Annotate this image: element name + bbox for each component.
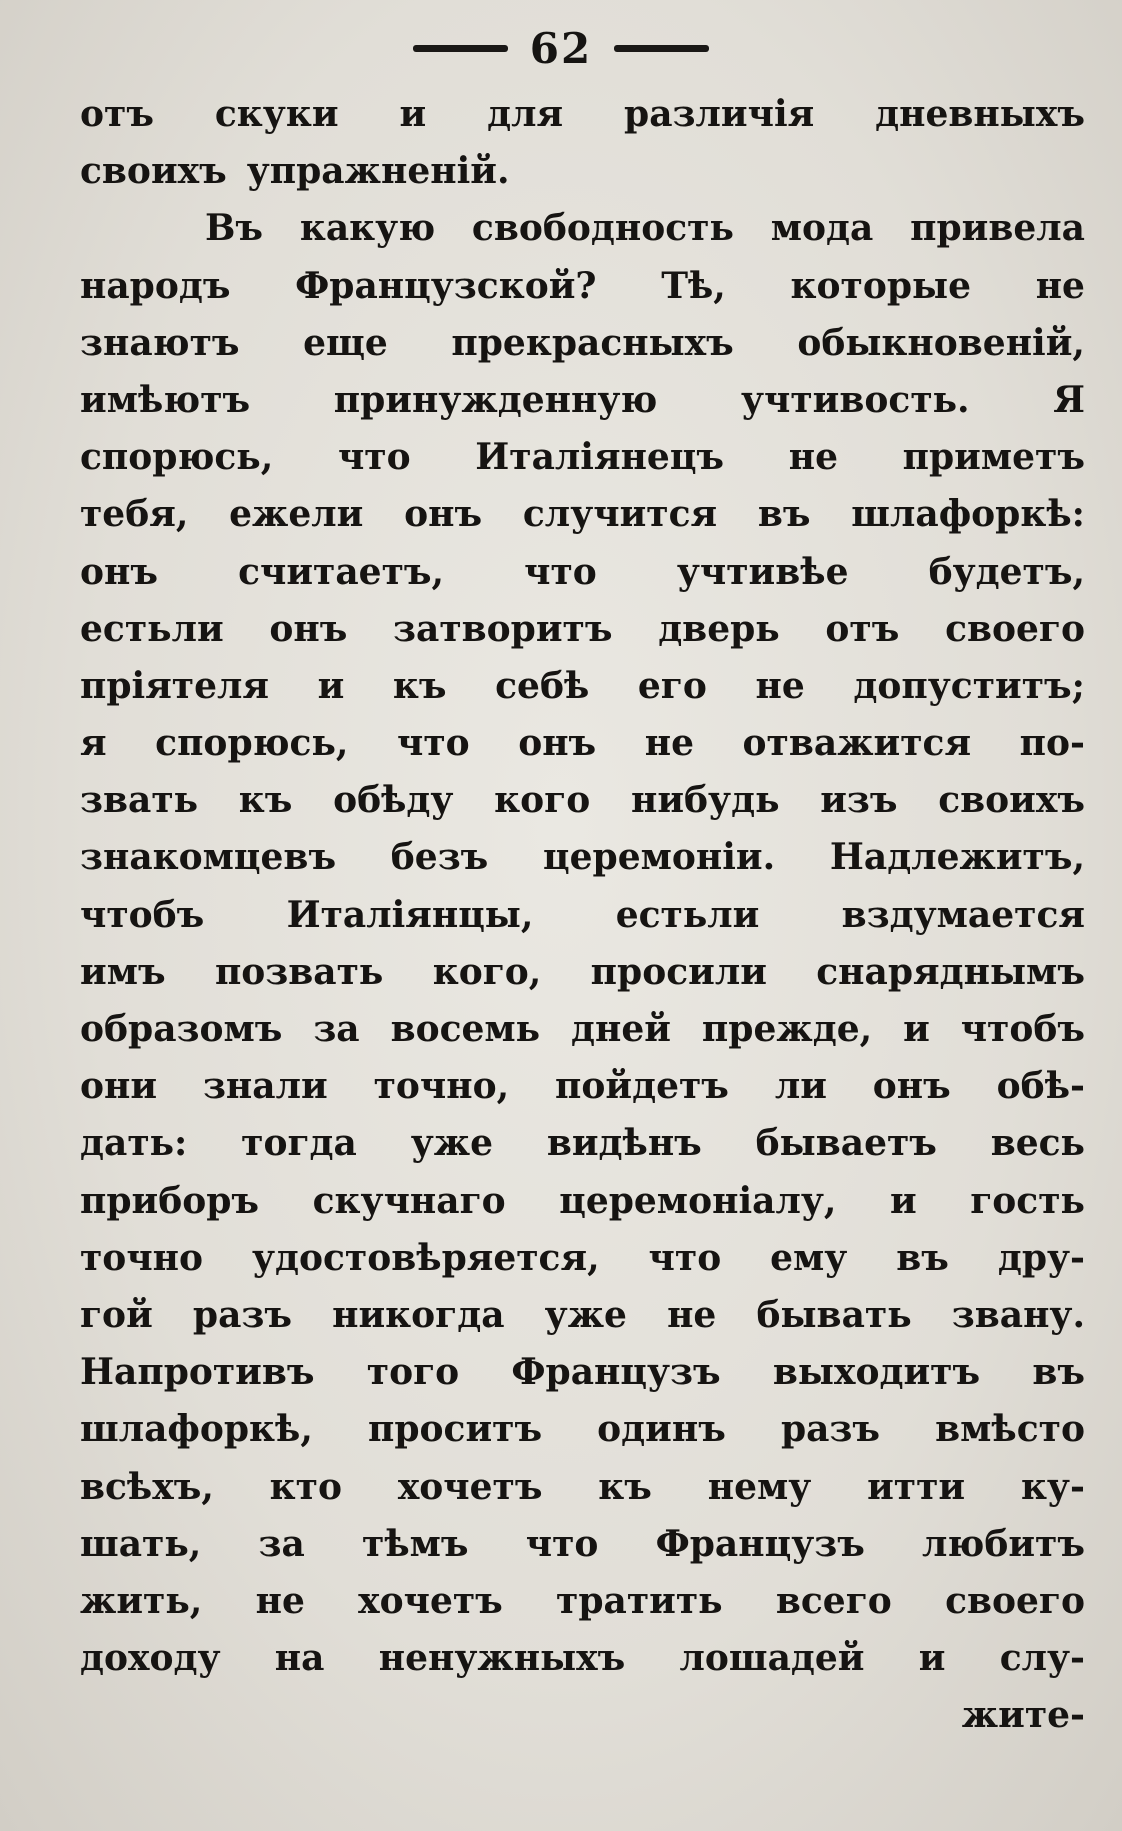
word: восемь — [390, 1008, 541, 1050]
word: что — [525, 1522, 599, 1565]
word: себѣ — [495, 664, 590, 707]
text-line — [80, 1630, 1085, 1687]
word: приметъ — [902, 436, 1085, 479]
word: того — [366, 1351, 460, 1394]
text-line — [80, 544, 1085, 601]
word: тебя, — [80, 493, 189, 536]
word: онъ — [518, 722, 597, 765]
word: жите- — [961, 1694, 1085, 1737]
text-line — [80, 1230, 1085, 1287]
text-line — [80, 715, 1085, 772]
word: что — [396, 722, 470, 765]
word: вздумается — [841, 893, 1085, 936]
word: хочетъ — [358, 1579, 503, 1622]
word: нему — [707, 1465, 812, 1508]
word: народъ — [80, 264, 231, 307]
word: за — [258, 1522, 305, 1565]
word: онъ — [872, 1065, 951, 1108]
word: ежели — [229, 493, 364, 536]
word: дней — [571, 1008, 671, 1050]
word: затворитъ — [393, 607, 613, 650]
word: скучнаго — [312, 1179, 506, 1222]
word: дневныхъ — [875, 93, 1085, 135]
word: тратить — [556, 1579, 723, 1622]
word: не — [755, 664, 805, 707]
word: всѣхъ, — [80, 1465, 214, 1508]
word: дать: — [80, 1122, 188, 1165]
word: принужденную — [333, 378, 658, 421]
word: кто — [269, 1465, 342, 1508]
text-line — [80, 315, 1085, 372]
word: прежде, — [701, 1008, 873, 1050]
word: какую — [299, 207, 436, 250]
word: хочетъ — [397, 1465, 543, 1508]
word: кого — [494, 779, 591, 822]
text-line — [80, 1401, 1085, 1458]
text-line — [80, 772, 1085, 829]
word: въ — [896, 1236, 949, 1279]
word: кого, — [432, 950, 542, 993]
word: Надлежитъ, — [829, 836, 1085, 879]
word: онъ — [80, 550, 158, 593]
word: доходу — [80, 1637, 221, 1680]
word: видѣнъ — [546, 1122, 702, 1165]
word: знали — [202, 1065, 328, 1108]
text-line — [80, 1573, 1085, 1630]
word: нибудь — [630, 779, 780, 822]
word: къ — [238, 779, 293, 822]
word: и — [317, 664, 345, 707]
word: весь — [990, 1122, 1085, 1165]
word: ли — [774, 1065, 827, 1108]
word: позвать — [214, 950, 384, 993]
word: проситъ — [368, 1408, 543, 1451]
word: отъ — [825, 607, 900, 650]
word: что — [648, 1236, 722, 1279]
word: церемоніи. — [543, 836, 776, 879]
word: ку- — [1020, 1465, 1085, 1508]
word: отъ — [80, 93, 154, 135]
word: любитъ — [922, 1522, 1085, 1565]
word: образомъ — [80, 1008, 283, 1050]
word: учтивѣе — [676, 550, 849, 593]
word: не — [1035, 264, 1085, 307]
word: и — [399, 93, 427, 135]
text-line — [80, 1115, 1085, 1172]
word: гой — [80, 1293, 153, 1336]
word: безъ — [390, 836, 489, 879]
header-rule-left — [413, 45, 508, 52]
page-header — [0, 18, 1122, 78]
word: въ — [757, 493, 811, 536]
word: естьли — [80, 607, 224, 650]
word: еще — [303, 321, 388, 364]
text-line — [80, 1687, 1085, 1744]
word: шлафоркѣ, — [80, 1408, 313, 1451]
word: знакомцевъ — [80, 836, 337, 879]
word: разъ — [780, 1408, 881, 1451]
word: онъ — [269, 607, 348, 650]
text-line — [80, 258, 1085, 315]
word: Въ — [205, 207, 264, 250]
word: жить, — [80, 1579, 203, 1622]
word: изъ — [820, 779, 898, 822]
word: прекрасныхъ — [451, 321, 734, 364]
text-line — [80, 86, 1085, 143]
word: къ — [598, 1465, 652, 1508]
text-line — [80, 1516, 1085, 1573]
word: случится — [522, 493, 718, 536]
word: удостовѣряется, — [251, 1236, 600, 1279]
word: Италіянцы, — [286, 893, 534, 936]
word: и — [918, 1637, 946, 1680]
word: Французской? — [295, 264, 597, 307]
word: не — [255, 1579, 305, 1622]
word: приборъ — [80, 1179, 260, 1222]
word: всего — [775, 1579, 892, 1622]
word: звану. — [951, 1293, 1085, 1336]
word: обѣду — [333, 779, 454, 822]
word: ему — [770, 1236, 848, 1279]
word: пойдетъ — [555, 1065, 729, 1108]
word: бывать — [756, 1293, 912, 1336]
text-line — [80, 887, 1085, 944]
word: имѣютъ — [80, 378, 251, 421]
page-number: 62 — [529, 23, 593, 73]
text-line — [80, 1173, 1085, 1230]
word: спорюсь, — [80, 436, 274, 479]
text-line — [80, 1287, 1085, 1344]
word: скуки — [214, 93, 339, 135]
word: тогда — [241, 1122, 357, 1165]
text-line — [80, 372, 1085, 429]
word: пріятеля — [80, 664, 269, 707]
word: чтобъ — [80, 893, 205, 936]
word: точно, — [373, 1065, 510, 1108]
word: ненужныхъ — [378, 1637, 626, 1680]
word: для — [487, 93, 564, 135]
word: къ — [392, 664, 447, 707]
text-line — [80, 1344, 1085, 1401]
word: шлафоркѣ: — [851, 493, 1085, 536]
text-line — [80, 200, 1085, 257]
word: бываетъ — [755, 1122, 937, 1165]
word: чтобъ — [960, 1008, 1085, 1050]
word: разъ — [192, 1293, 292, 1336]
word: уже — [410, 1122, 493, 1165]
word: Напротивъ — [80, 1351, 315, 1394]
word: по- — [1019, 722, 1085, 765]
word: дру- — [997, 1236, 1085, 1279]
word: имъ — [80, 950, 166, 993]
word: своего — [945, 607, 1085, 650]
word: итти — [867, 1465, 966, 1508]
word: на — [274, 1637, 325, 1680]
text-line — [80, 1459, 1085, 1516]
word: тѣмъ — [362, 1522, 469, 1565]
word: я — [80, 722, 107, 765]
word: и — [903, 1008, 930, 1050]
word: никогда — [332, 1293, 505, 1336]
word: просили — [590, 950, 767, 993]
word: мода — [770, 207, 874, 250]
word: гость — [970, 1179, 1085, 1222]
word: Французъ — [511, 1351, 721, 1394]
word: Италіянецъ — [475, 436, 725, 479]
text-line — [80, 143, 1085, 200]
word: Я — [1053, 378, 1085, 421]
word: звать — [80, 779, 199, 822]
word: естьли — [615, 893, 760, 936]
body-text — [80, 86, 1085, 1744]
word: слу- — [999, 1637, 1085, 1680]
word: что — [524, 550, 597, 593]
text-line — [80, 486, 1085, 543]
word: не — [788, 436, 838, 479]
word: шать, — [80, 1522, 202, 1565]
word: своихъ — [80, 150, 227, 193]
word: считаетъ, — [238, 550, 445, 593]
word: своего — [945, 1579, 1085, 1622]
word: что — [337, 436, 411, 479]
word: онъ — [404, 493, 483, 536]
text-line — [80, 429, 1085, 486]
word: уже — [544, 1293, 627, 1336]
word: они — [80, 1065, 158, 1108]
text-line — [80, 1001, 1085, 1058]
word: упражненій. — [246, 150, 510, 193]
word: точно — [80, 1236, 204, 1279]
word: за — [313, 1008, 360, 1050]
word: Французъ — [655, 1522, 865, 1565]
word: обѣ- — [996, 1065, 1085, 1108]
word: вмѣсто — [935, 1408, 1085, 1451]
word: будетъ, — [928, 550, 1085, 593]
word: въ — [1032, 1351, 1085, 1394]
word: которые — [790, 264, 972, 307]
word: его — [637, 664, 707, 707]
word: Тѣ, — [661, 264, 726, 307]
word: одинъ — [597, 1408, 726, 1451]
word: не — [644, 722, 694, 765]
word: различія — [624, 93, 815, 135]
word: спорюсь, — [155, 722, 349, 765]
word: снаряднымъ — [816, 950, 1085, 993]
text-line — [80, 944, 1085, 1001]
word: учтивость. — [740, 378, 970, 421]
word: отважится — [742, 722, 972, 765]
header-rule-right — [614, 45, 709, 52]
word: допуститъ; — [853, 664, 1085, 707]
text-line — [80, 1058, 1085, 1115]
word: привела — [910, 207, 1085, 250]
word: и — [889, 1179, 917, 1222]
word: не — [667, 1293, 717, 1336]
text-line — [80, 601, 1085, 658]
word: свободность — [471, 207, 734, 250]
word: дверь — [658, 607, 780, 650]
word: своихъ — [938, 779, 1085, 822]
word: лошадей — [679, 1637, 865, 1680]
word: церемоніалу, — [559, 1179, 837, 1222]
text-line — [80, 658, 1085, 715]
word: выходитъ — [772, 1351, 981, 1394]
word: обыкновеній, — [797, 321, 1085, 364]
text-line — [80, 829, 1085, 886]
word: знаютъ — [80, 321, 240, 364]
